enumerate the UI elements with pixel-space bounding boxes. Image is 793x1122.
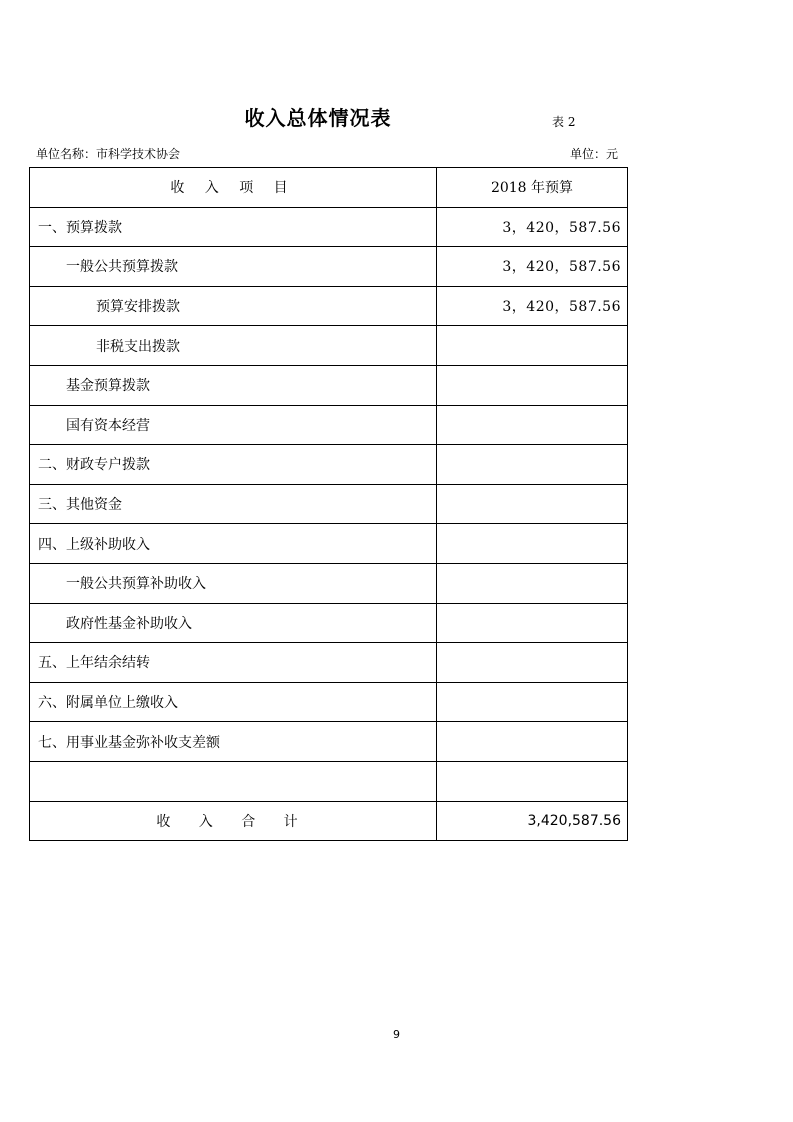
total-row — [30, 801, 628, 841]
row-value — [437, 682, 628, 722]
row-label: 五、上年结余结转 — [30, 643, 437, 683]
row-value — [437, 524, 628, 564]
table-row — [30, 682, 628, 722]
page-number: 9 — [393, 1028, 400, 1041]
table-row — [30, 326, 628, 366]
currency-unit-label: 单位：元 — [569, 147, 618, 161]
row-value — [437, 365, 628, 405]
row-label: 二、财政专户拨款 — [30, 445, 437, 485]
table-row — [30, 563, 628, 603]
row-label: 政府性基金补助收入 — [30, 603, 437, 643]
row-value — [437, 722, 628, 762]
table-row — [30, 445, 628, 485]
table-row — [30, 405, 628, 445]
row-label: 一般公共预算补助收入 — [30, 563, 437, 603]
total-value: 3,420,587.56 — [437, 801, 628, 841]
row-label: 基金预算拨款 — [30, 365, 437, 405]
table-row — [30, 603, 628, 643]
row-value: 3，420，587.56 — [437, 207, 628, 247]
row-label: 三、其他资金 — [30, 484, 437, 524]
row-label — [30, 761, 437, 801]
table-row — [30, 207, 628, 247]
unit-name-label: 单位名称：市科学技术协会 — [36, 147, 181, 161]
row-value — [437, 603, 628, 643]
row-value — [437, 643, 628, 683]
total-label: 收 入 合 计 — [30, 801, 437, 841]
table-row — [30, 286, 628, 326]
row-label: 六、附属单位上缴收入 — [30, 682, 437, 722]
row-value: 3，420，587.56 — [437, 247, 628, 287]
row-label: 一般公共预算拨款 — [30, 247, 437, 287]
row-label: 非税支出拨款 — [30, 326, 437, 366]
row-label: 一、预算拨款 — [30, 207, 437, 247]
row-value — [437, 761, 628, 801]
table-row — [30, 761, 628, 801]
table-row — [30, 524, 628, 564]
row-label: 四、上级补助收入 — [30, 524, 437, 564]
table-row — [30, 643, 628, 683]
row-label: 国有资本经营 — [30, 405, 437, 445]
table-header-row — [30, 168, 628, 208]
table-row — [30, 247, 628, 287]
row-value — [437, 326, 628, 366]
table-row — [30, 484, 628, 524]
row-value — [437, 405, 628, 445]
row-value: 3，420，587.56 — [437, 286, 628, 326]
row-label: 七、用事业基金弥补收支差额 — [30, 722, 437, 762]
page-title: 收入总体情况表 — [244, 106, 392, 130]
row-value — [437, 484, 628, 524]
income-summary-table — [29, 167, 628, 841]
table-number: 表 2 — [552, 115, 576, 129]
table-row — [30, 722, 628, 762]
row-value — [437, 445, 628, 485]
header-item-cell: 收 入 项 目 — [30, 168, 437, 208]
row-value — [437, 563, 628, 603]
header-budget-cell: 2018 年预算 — [437, 168, 628, 208]
row-label: 预算安排拨款 — [30, 286, 437, 326]
table-row — [30, 365, 628, 405]
